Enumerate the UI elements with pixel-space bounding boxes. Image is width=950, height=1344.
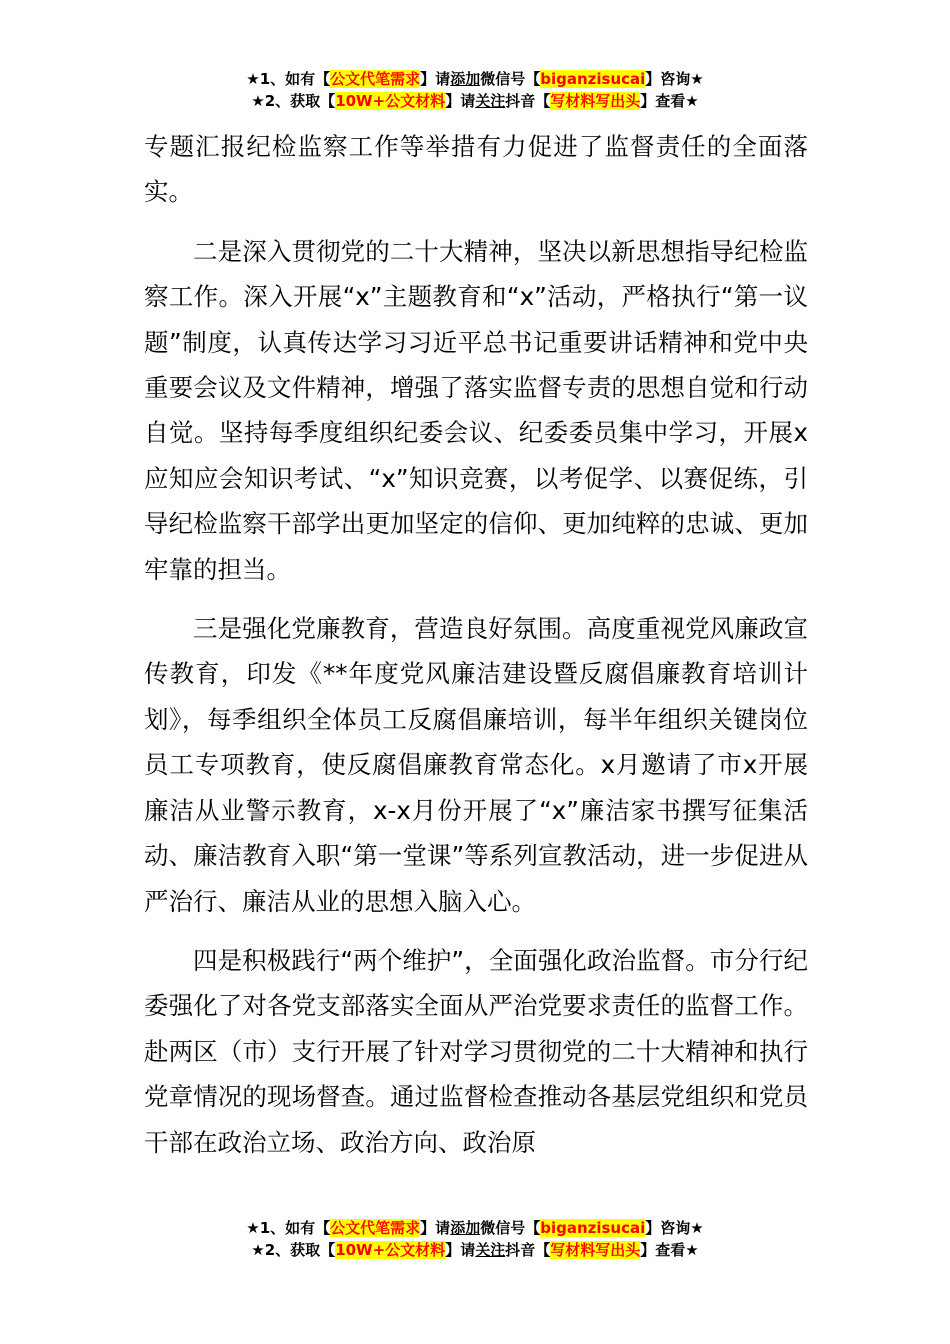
banner-line-2: ★2、获取【10W+公文材料】请关注抖音【写材料写出头】查看★ <box>251 1241 699 1259</box>
banner-wechat-id: biganzisucai <box>540 70 646 88</box>
paragraph-4: 四是积极践行“两个维护”，全面强化政治监督。市分行纪委强化了对各党支部落实全面从严治党要求责任的监督工作。赴两区（市）支行开展了针对学习贯彻党的二十大精神和执行党章情况的现场督查。通过监督检查推动各基层党组织和党员干部在政治立场、政治方向、政治原 <box>144 945 808 1157</box>
banner-douyin-id: 写材料写出头 <box>550 92 641 110</box>
document-body <box>144 124 808 1179</box>
footer-banner <box>0 1217 950 1261</box>
banner-line-2: ★2、获取【10W+公文材料】请关注抖音【写材料写出头】查看★ <box>251 92 699 110</box>
banner-highlight: 10W+公文材料 <box>335 92 446 110</box>
banner-highlight: 10W+公文材料 <box>335 1241 446 1259</box>
banner-highlight: 公文代笔需求 <box>330 1219 421 1237</box>
banner-douyin-id: 写材料写出头 <box>550 1241 641 1259</box>
banner-line-1: ★1、如有【公文代笔需求】请添加微信号【biganzisucai】咨询★ <box>246 1219 704 1237</box>
banner-line-1: ★1、如有【公文代笔需求】请添加微信号【biganzisucai】咨询★ <box>246 70 704 88</box>
banner-wechat-id: biganzisucai <box>540 1219 646 1237</box>
banner-underlined: 添加 <box>450 70 481 88</box>
paragraph-2: 二是深入贯彻党的二十大精神，坚决以新思想指导纪检监察工作。深入开展“x”主题教育和“x”活动，严格执行“第一议题”制度，认真传达学习习近平总书记重要讲话精神和党中央重要会议及文件精神，增强了落实监督专责的思想自觉和行动自觉。坚持每季度组织纪委会议、纪委委员集中学习，开展x应知应会知识考试、“x”知识竞赛，以考促学、以赛促练，引导纪检监察干部学出更加坚定的信仰、更加纯粹的忠诚、更加牢靠的担当。 <box>144 236 808 584</box>
banner-underlined: 添加 <box>450 1219 481 1237</box>
paragraph-continuation: 专题汇报纪检监察工作等举措有力促进了监督责任的全面落实。 <box>144 132 808 207</box>
header-banner <box>0 68 950 112</box>
banner-highlight: 公文代笔需求 <box>330 70 421 88</box>
banner-underlined: 关注 <box>475 92 506 110</box>
paragraph-3: 三是强化党廉教育，营造良好氛围。高度重视党风廉政宣传教育，印发《**年度党风廉洁建设暨反腐倡廉教育培训计划》，每季组织全体员工反腐倡廉培训，每半年组织关键岗位员工专项教育，使反腐倡廉教育常态化。x月邀请了市x开展廉洁从业警示教育，x-x月份开展了“x”廉洁家书撰写征集活动、廉洁教育入职“第一堂课”等系列宣教活动，进一步促进从严治行、廉洁从业的思想入脑入心。 <box>144 614 808 916</box>
banner-underlined: 关注 <box>475 1241 506 1259</box>
